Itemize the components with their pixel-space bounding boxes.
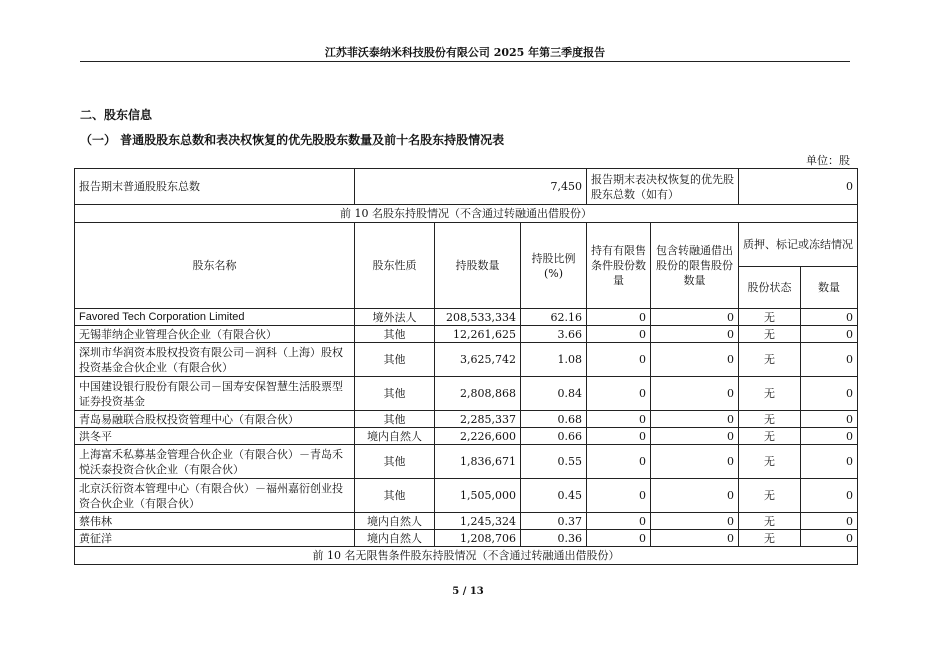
pledge-status: 无 <box>739 479 801 513</box>
shareholder-nature: 其他 <box>355 343 435 377</box>
shareholder-nature: 境内自然人 <box>355 530 435 547</box>
restricted-shares: 0 <box>587 343 651 377</box>
pledge-status: 无 <box>739 445 801 479</box>
lending-restricted-shares: 0 <box>651 530 739 547</box>
shareholder-nature: 其他 <box>355 326 435 343</box>
restricted-shares: 0 <box>587 479 651 513</box>
pledge-quantity: 0 <box>801 377 858 411</box>
restricted-shares: 0 <box>587 530 651 547</box>
shareholder-name: Favored Tech Corporation Limited <box>75 309 355 326</box>
lending-restricted-shares: 0 <box>651 326 739 343</box>
pledge-quantity: 0 <box>801 530 858 547</box>
pledge-status: 无 <box>739 343 801 377</box>
col-header-nature: 股东性质 <box>355 223 435 309</box>
shareholder-name: 上海富禾私募基金管理合伙企业（有限合伙）－青岛禾悦沃泰投资合伙企业（有限合伙） <box>75 445 355 479</box>
shareholder-nature: 境外法人 <box>355 309 435 326</box>
restricted-shares: 0 <box>587 513 651 530</box>
shares-held: 2,226,600 <box>435 428 521 445</box>
shareholder-nature: 其他 <box>355 377 435 411</box>
shareholder-table <box>74 168 858 565</box>
table-row <box>75 411 858 428</box>
shareholder-nature: 境内自然人 <box>355 428 435 445</box>
unrestricted-caption-row <box>75 547 858 565</box>
pledge-status: 无 <box>739 428 801 445</box>
top10-caption-row <box>75 205 858 223</box>
shareholder-name: 黄征洋 <box>75 530 355 547</box>
summary-row <box>75 169 858 205</box>
shareholder-nature: 其他 <box>355 479 435 513</box>
holding-ratio: 0.68 <box>521 411 587 428</box>
col-header-pledge-status: 股份状态 <box>739 267 801 309</box>
pledge-status: 无 <box>739 530 801 547</box>
restricted-shares: 0 <box>587 309 651 326</box>
lending-restricted-shares: 0 <box>651 309 739 326</box>
shareholder-nature: 其他 <box>355 411 435 428</box>
shares-held: 3,625,742 <box>435 343 521 377</box>
table-row <box>75 309 858 326</box>
shares-held: 208,533,334 <box>435 309 521 326</box>
holding-ratio: 62.16 <box>521 309 587 326</box>
table-row <box>75 479 858 513</box>
shareholder-nature: 境内自然人 <box>355 513 435 530</box>
table-row <box>75 445 858 479</box>
lending-restricted-shares: 0 <box>651 479 739 513</box>
holding-ratio: 0.36 <box>521 530 587 547</box>
pref-holders-label: 报告期末表决权恢复的优先股股东总数（如有） <box>587 169 739 205</box>
header-divider <box>80 61 850 62</box>
section-title: 二、股东信息 <box>80 108 153 122</box>
shareholder-name: 无锡菲纳企业管理合伙企业（有限合伙） <box>75 326 355 343</box>
col-header-lending: 包含转融通借出股份的限售股份数量 <box>651 223 739 309</box>
shares-held: 2,285,337 <box>435 411 521 428</box>
restricted-shares: 0 <box>587 445 651 479</box>
col-header-pledge-group: 质押、标记或冻结情况 <box>739 223 858 267</box>
lending-restricted-shares: 0 <box>651 343 739 377</box>
restricted-shares: 0 <box>587 411 651 428</box>
holding-ratio: 0.55 <box>521 445 587 479</box>
col-header-name: 股东名称 <box>75 223 355 309</box>
table-row <box>75 530 858 547</box>
col-header-ratio: 持股比例(%) <box>521 223 587 309</box>
holding-ratio: 3.66 <box>521 326 587 343</box>
top10-caption: 前 10 名股东持股情况（不含通过转融通出借股份） <box>75 205 858 223</box>
shares-held: 1,208,706 <box>435 530 521 547</box>
lending-restricted-shares: 0 <box>651 445 739 479</box>
restricted-shares: 0 <box>587 428 651 445</box>
shareholder-name: 中国建设银行股份有限公司－国寿安保智慧生活股票型证券投资基金 <box>75 377 355 411</box>
total-holders-label: 报告期末普通股股东总数 <box>75 169 355 205</box>
col-header-restricted: 持有有限售条件股份数量 <box>587 223 651 309</box>
shareholder-name: 青岛易融联合股权投资管理中心（有限合伙） <box>75 411 355 428</box>
shares-held: 2,808,868 <box>435 377 521 411</box>
pledge-quantity: 0 <box>801 445 858 479</box>
restricted-shares: 0 <box>587 377 651 411</box>
pledge-status: 无 <box>739 326 801 343</box>
shares-held: 1,245,324 <box>435 513 521 530</box>
pledge-quantity: 0 <box>801 309 858 326</box>
page-number: 5 / 13 <box>452 586 484 597</box>
table-row <box>75 326 858 343</box>
pledge-quantity: 0 <box>801 411 858 428</box>
shareholder-name: 洪冬平 <box>75 428 355 445</box>
pledge-status: 无 <box>739 513 801 530</box>
shareholder-name: 蔡伟林 <box>75 513 355 530</box>
shareholder-name: 北京沃衍资本管理中心（有限合伙）－福州嘉衍创业投资合伙企业（有限合伙） <box>75 479 355 513</box>
shares-held: 1,505,000 <box>435 479 521 513</box>
table-row <box>75 513 858 530</box>
holding-ratio: 0.45 <box>521 479 587 513</box>
shareholder-name: 深圳市华润资本股权投资有限公司－润科（上海）股权投资基金合伙企业（有限合伙） <box>75 343 355 377</box>
col-header-pledge-qty: 数量 <box>801 267 858 309</box>
pref-holders-value: 0 <box>739 169 858 205</box>
unit-label: 单位：股 <box>806 154 850 167</box>
pledge-quantity: 0 <box>801 479 858 513</box>
unrestricted-caption: 前 10 名无限售条件股东持股情况（不含通过转融通出借股份） <box>75 547 858 565</box>
holding-ratio: 1.08 <box>521 343 587 377</box>
total-holders-value: 7,450 <box>355 169 587 205</box>
lending-restricted-shares: 0 <box>651 428 739 445</box>
pledge-status: 无 <box>739 377 801 411</box>
pledge-quantity: 0 <box>801 428 858 445</box>
pledge-quantity: 0 <box>801 326 858 343</box>
restricted-shares: 0 <box>587 326 651 343</box>
shares-held: 1,836,671 <box>435 445 521 479</box>
pledge-status: 无 <box>739 309 801 326</box>
shareholder-nature: 其他 <box>355 445 435 479</box>
header-row <box>75 223 858 267</box>
lending-restricted-shares: 0 <box>651 411 739 428</box>
lending-restricted-shares: 0 <box>651 513 739 530</box>
subsection-title: （一） 普通股股东总数和表决权恢复的优先股股东数量及前十名股东持股情况表 <box>80 133 505 147</box>
holding-ratio: 0.66 <box>521 428 587 445</box>
table-row <box>75 343 858 377</box>
shares-held: 12,261,625 <box>435 326 521 343</box>
col-header-shares: 持股数量 <box>435 223 521 309</box>
table-row <box>75 428 858 445</box>
pledge-quantity: 0 <box>801 513 858 530</box>
lending-restricted-shares: 0 <box>651 377 739 411</box>
table-row <box>75 377 858 411</box>
pledge-quantity: 0 <box>801 343 858 377</box>
page-header: 江苏菲沃泰纳米科技股份有限公司 2025 年第三季度报告 <box>324 46 606 59</box>
holding-ratio: 0.37 <box>521 513 587 530</box>
holding-ratio: 0.84 <box>521 377 587 411</box>
pledge-status: 无 <box>739 411 801 428</box>
